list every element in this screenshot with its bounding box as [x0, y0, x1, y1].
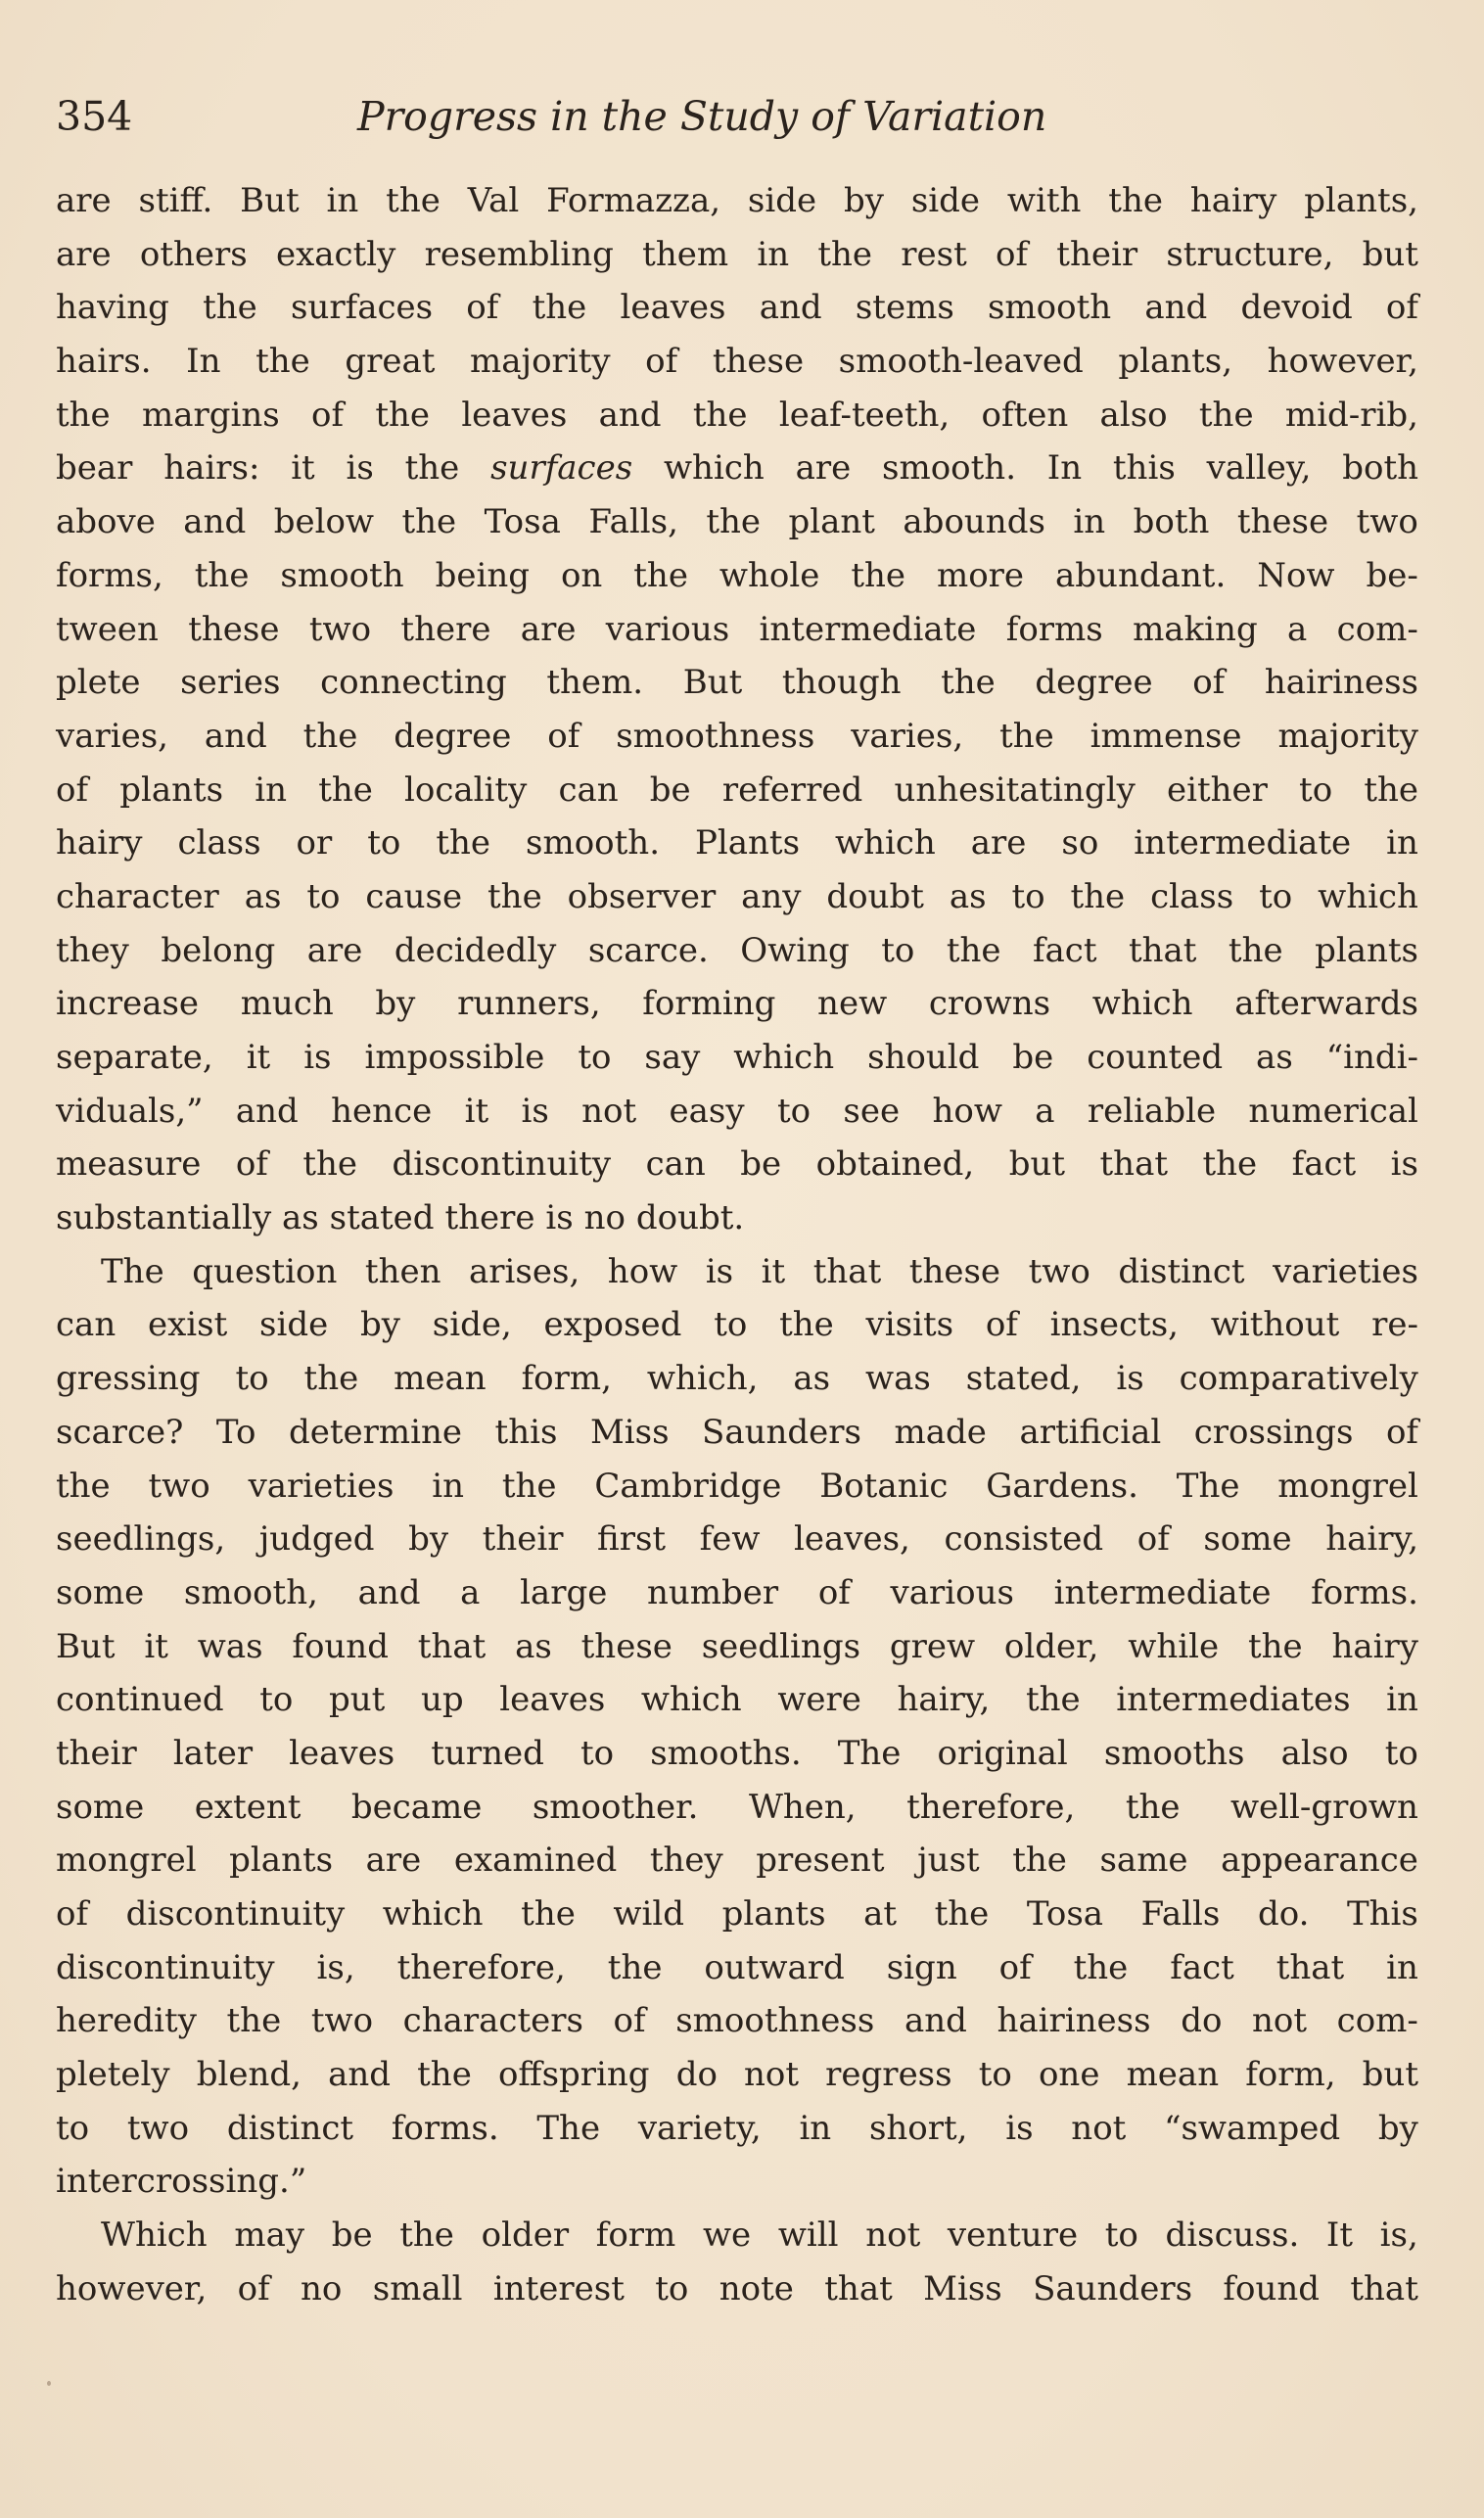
text-line: the margins of the leaves and the leaf-teeth, often also the mid-rib, [56, 395, 1418, 435]
text-line: Which may be the older form we will not venture to discuss. It is, [101, 2215, 1418, 2256]
text-line: to two distinct forms. The variety, in short, is not “swamped by [56, 2108, 1418, 2148]
text-line: the two varieties in the Cambridge Botanic Gardens. The mongrel [56, 1466, 1418, 1506]
text-line: hairs. In the great majority of these smooth-leaved plants, however, [56, 342, 1418, 382]
page-header [56, 86, 1416, 155]
text-line: heredity the two characters of smoothness and hairiness do not com- [56, 2001, 1418, 2041]
paper-speck [47, 2381, 51, 2386]
text-line: some extent became smoother. When, therefore, the well-grown [56, 1787, 1418, 1827]
text-line: intercrossing.” [56, 2162, 307, 2202]
text-line: some smooth, and a large number of various intermediate forms. [56, 1572, 1418, 1612]
text-line: of discontinuity which the wild plants at the Tosa Falls do. This [56, 1894, 1418, 1934]
text-line: having the surfaces of the leaves and stems smooth and devoid of [56, 288, 1418, 328]
text-line: are stiff. But in the Val Formazza, side by side with the hairy plants, [56, 181, 1418, 220]
text-line: viduals,” and hence it is not easy to see how a reliable numerical [56, 1091, 1418, 1131]
text-line: hairy class or to the smooth. Plants which are so intermediate in [56, 823, 1418, 863]
text-line: of plants in the locality can be referred unhesitatingly either to the [56, 769, 1418, 810]
text-line: they belong are decidedly scarce. Owing to the fact that the plants [56, 930, 1418, 970]
text-line: tween these two there are various intermediate forms making a com- [56, 609, 1418, 649]
text-line: their later leaves turned to smooths. The original smooths also to [56, 1733, 1418, 1773]
text-line: discontinuity is, therefore, the outward sign of the fact that in [56, 1947, 1418, 1987]
text-line: forms, the smooth being on the whole the more abundant. Now be- [56, 555, 1418, 595]
text-line: The question then arises, how is it that these two distinct varieties [101, 1251, 1418, 1291]
text-line: are others exactly resembling them in the rest of their structure, but [56, 234, 1418, 274]
text-line: continued to put up leaves which were hairy, the intermediates in [56, 1680, 1418, 1720]
text-line: gressing to the mean form, which, as was stated, is comparatively [56, 1359, 1418, 1399]
text-line: substantially as stated there is no doubt. [56, 1198, 745, 1238]
text-line: pletely blend, and the offspring do not regress to one mean form, but [56, 2055, 1418, 2095]
text-line: increase much by runners, forming new crowns which afterwards [56, 984, 1418, 1024]
text-line: can exist side by side, exposed to the visits of insects, without re- [56, 1305, 1418, 1345]
body-text [56, 174, 1418, 2316]
text-line: But it was found that as these seedlings grew older, while the hairy [56, 1626, 1418, 1666]
text-line: plete series connecting them. But though the degree of hairiness [56, 663, 1418, 703]
page-number: 354 [56, 93, 133, 140]
text-line: mongrel plants are examined they present just the same appearance [56, 1841, 1418, 1881]
text-line: measure of the discontinuity can be obtained, but that the fact is [56, 1144, 1418, 1185]
text-line: scarce? To determine this Miss Saunders made artificial crossings of [56, 1412, 1418, 1452]
text-line: however, of no small interest to note that Miss Saunders found that [56, 2268, 1418, 2308]
text-line: character as to cause the observer any doubt as to the class to which [56, 876, 1418, 916]
text-line: bear hairs: it is the surfaces which are smooth. In this valley, both [56, 448, 1418, 489]
text-line: separate, it is impossible to say which should be counted as “indi- [56, 1038, 1418, 1077]
text-line: seedlings, judged by their first few leaves, consisted of some hairy, [56, 1519, 1418, 1560]
running-title: Progress in the Study of Variation [357, 93, 1047, 140]
text-line: above and below the Tosa Falls, the plant abounds in both these two [56, 502, 1418, 542]
text-line: varies, and the degree of smoothness varies, the immense majority [56, 716, 1418, 756]
